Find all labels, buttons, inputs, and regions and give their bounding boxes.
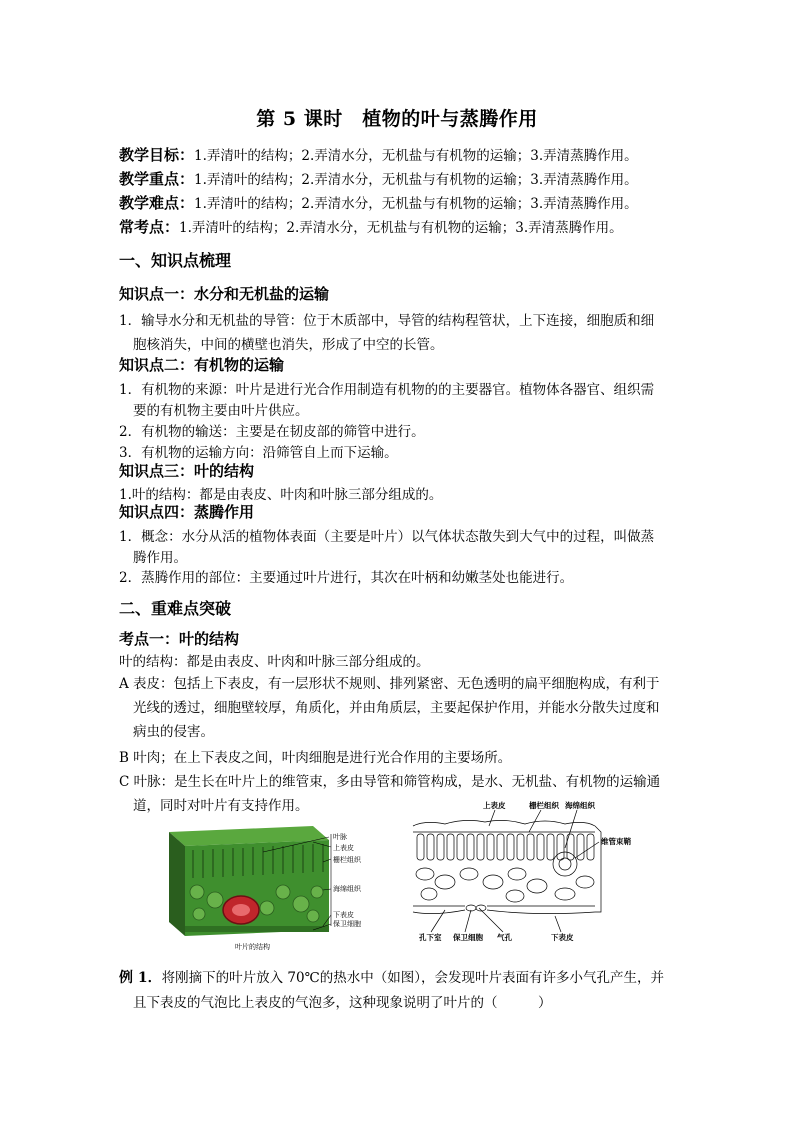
paragraph-line: 1．输导水分和无机盐的导管：位于木质部中，导管的结构程管状，上下连接，细胞质和细 bbox=[119, 313, 655, 329]
paragraph-line: B 叶肉；在上下表皮之间，叶肉细胞是进行光合作用的主要场所。 bbox=[119, 750, 512, 766]
side-face bbox=[169, 832, 185, 936]
knowledge-heading: 知识点三：叶的结构 bbox=[119, 462, 255, 480]
knowledge-heading: 知识点四：蒸腾作用 bbox=[119, 503, 255, 521]
objective-row bbox=[119, 144, 638, 165]
diagram-label: 上表皮 bbox=[483, 801, 506, 810]
paragraph-line: 3．有机物的运输方向：沿筛管自上而下运输。 bbox=[119, 445, 398, 461]
example-text: 将刚摘下的叶片放入 70℃的热水中（如图），会发现叶片表面有许多小气孔产生，并 bbox=[161, 970, 664, 986]
leaf-structure-figure bbox=[163, 822, 378, 952]
paragraph-line: 1．有机物的来源：叶片是进行光合作用制造有机物的的主要器官。植物体各器官、组织需 bbox=[119, 382, 655, 398]
objective-text: 1.弄清叶的结构；2.弄清水分，无机盐与有机物的运输；3.弄清蒸腾作用。 bbox=[179, 220, 623, 236]
paragraph-line: 腾作用。 bbox=[133, 550, 187, 566]
leaf-section-diagram bbox=[405, 798, 685, 948]
diagram-label: 气孔 bbox=[497, 933, 512, 942]
objective-label: 教学重点： bbox=[119, 170, 195, 188]
objective-row bbox=[119, 216, 623, 237]
paragraph-line: 光线的透过，细胞壁较厚，角质化，并由角质层，主要起保护作用，并能水分散失过度和 bbox=[133, 700, 660, 716]
figure-caption: 叶片的结构 bbox=[235, 943, 270, 951]
paragraph-line: C 叶脉：是生长在叶片上的维管束，多由导管和筛管构成，是水、无机盐、有机物的运输通 bbox=[119, 774, 661, 790]
objective-text: 1.弄清叶的结构；2.弄清水分，无机盐与有机物的运输；3.弄清蒸腾作用。 bbox=[194, 148, 638, 164]
figure-label: 海绵组织 bbox=[333, 885, 361, 893]
objective-label: 教学难点： bbox=[119, 194, 195, 212]
front-face bbox=[185, 840, 329, 936]
paragraph-line: 道，同时对叶片有支持作用。 bbox=[133, 798, 309, 814]
objective-row bbox=[119, 168, 638, 189]
diagram-label: 维管束鞘 bbox=[601, 837, 631, 846]
knowledge-heading: 知识点一：水分和无机盐的运输 bbox=[119, 285, 330, 303]
figure-label: 保卫细胞 bbox=[333, 920, 361, 928]
diagram-label: 孔下室 bbox=[419, 933, 442, 942]
figure-label: 叶脉 bbox=[333, 833, 347, 841]
diagram-label: 栅栏组织 bbox=[529, 801, 559, 810]
section-heading: 二、重难点突破 bbox=[119, 599, 232, 618]
diagram-label: 保卫细胞 bbox=[453, 933, 483, 942]
knowledge-heading: 知识点二：有机物的运输 bbox=[119, 356, 285, 374]
diagram-label: 下表皮 bbox=[551, 933, 574, 942]
page-title: 第 5 课时 植物的叶与蒸腾作用 bbox=[256, 108, 538, 130]
objective-label: 教学目标： bbox=[119, 146, 195, 164]
example-label: 例 1． bbox=[119, 970, 162, 986]
paragraph-line: 叶的结构：都是由表皮、叶肉和叶脉三部分组成的。 bbox=[119, 654, 430, 670]
objective-label: 常考点： bbox=[119, 218, 180, 236]
example-line bbox=[119, 966, 664, 987]
paragraph-line: 1.叶的结构：都是由表皮、叶肉和叶脉三部分组成的。 bbox=[119, 487, 443, 503]
paragraph-line: 要的有机物主要由叶片供应。 bbox=[133, 403, 309, 419]
paragraph-line: 1．概念：水分从活的植物体表面（主要是叶片）以气体状态散失到大气中的过程，叫做蒸 bbox=[119, 529, 655, 545]
diagram-label: 海绵组织 bbox=[565, 801, 595, 810]
objective-text: 1.弄清叶的结构；2.弄清水分，无机盐与有机物的运输；3.弄清蒸腾作用。 bbox=[194, 172, 638, 188]
paragraph-line: 胞核消失，中间的横壁也消失，形成了中空的长管。 bbox=[133, 337, 444, 353]
key-point-heading: 考点一：叶的结构 bbox=[119, 630, 240, 648]
figure-label: 上表皮 bbox=[333, 844, 354, 852]
objective-row bbox=[119, 192, 638, 213]
paragraph-line: 病虫的侵害。 bbox=[133, 724, 214, 740]
section-heading: 一、知识点梳理 bbox=[119, 251, 232, 270]
objective-text: 1.弄清叶的结构；2.弄清水分，无机盐与有机物的运输；3.弄清蒸腾作用。 bbox=[194, 196, 638, 212]
paragraph-line: 2．蒸腾作用的部位：主要通过叶片进行，其次在叶柄和幼嫩茎处也能进行。 bbox=[119, 570, 574, 586]
paragraph-line: A 表皮：包括上下表皮，有一层形状不规则、排列紧密、无色透明的扁平细胞构成，有利于 bbox=[119, 676, 660, 692]
example-line: 且下表皮的气泡比上表皮的气泡多，这种现象说明了叶片的（ ） bbox=[133, 995, 552, 1011]
figure-label: 下表皮 bbox=[333, 911, 354, 919]
paragraph-line: 2．有机物的输送：主要是在韧皮部的筛管中进行。 bbox=[119, 424, 425, 440]
figure-label: 栅栏组织 bbox=[333, 856, 361, 864]
